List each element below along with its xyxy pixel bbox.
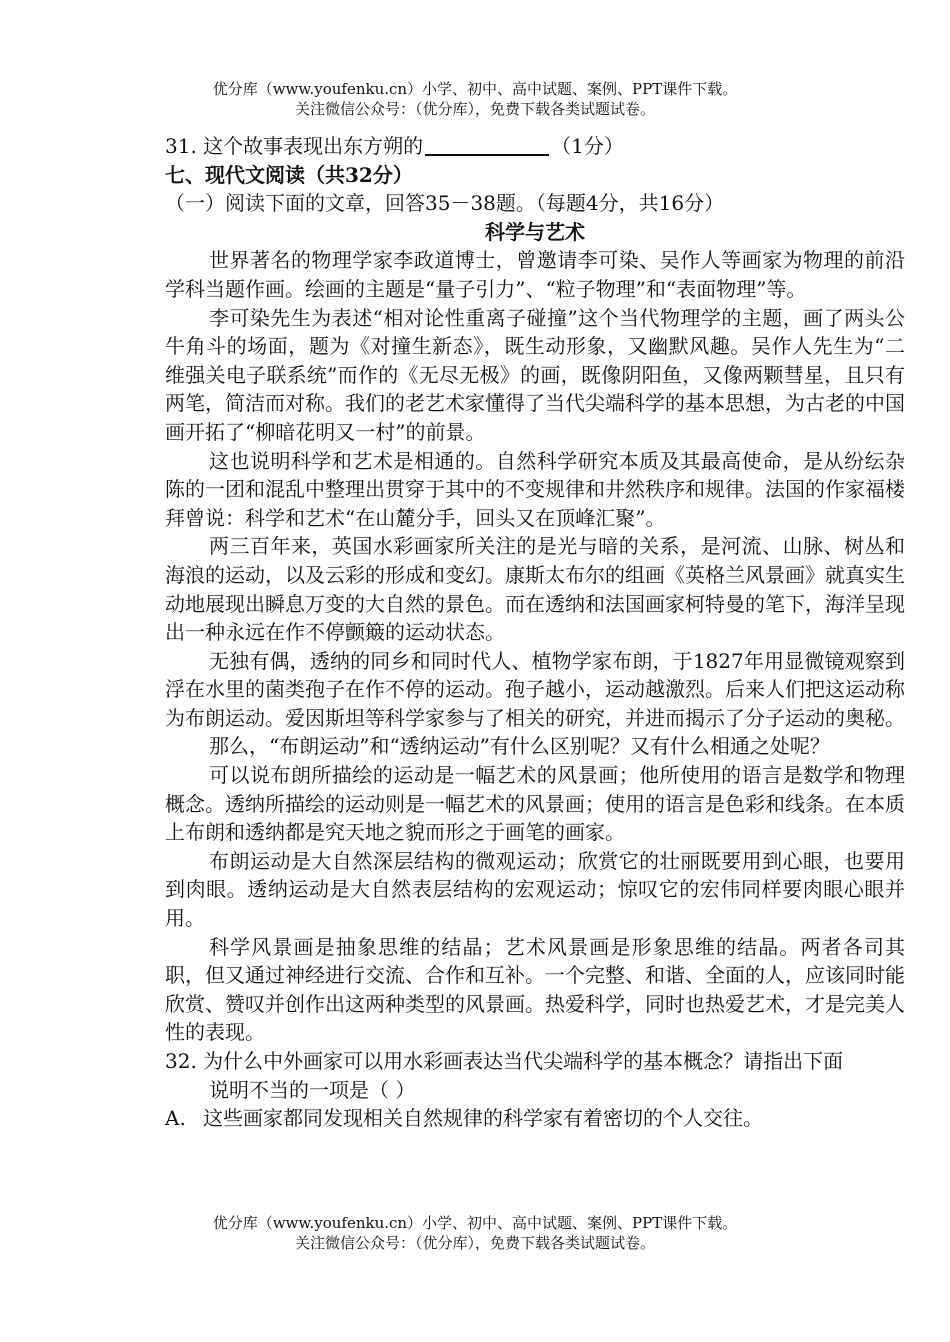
page-footer — [0, 1213, 950, 1253]
answer-blank — [425, 134, 549, 156]
question-32-line-2: 说明不当的一项是（ ） — [209, 1077, 416, 1102]
footer-line-2: 关注微信公众号：（优分库），免费下载各类试题试卷。 — [294, 1234, 655, 1252]
header-line-2: 关注微信公众号：（优分库），免费下载各类试题试卷。 — [294, 100, 655, 118]
header-line-1: 优分库（www.youfenku.cn）小学、初中、高中试题、案例、PPT课件下载。 — [212, 80, 738, 98]
article-paragraph-1: 世界著名的物理学家李政道博士，曾邀请李可染、吴作人等画家为物理的前沿学科当题作画。绘画的主题是“量子引力”、“粒子物理”和“表面物理”等。 — [165, 248, 905, 301]
article-paragraph-2: 李可染先生为表述“相对论性重离子碰撞”这个当代物理学的主题，画了两头公牛角斗的场面，题为《对撞生新态》，既生动形象，又幽默风趣。吴作人先生为“二维强关电子联系统”而作的《无尽无极》的画，既像阴阳鱼，又像两颗彗星，且只有两笔，简洁而对称。我们的老艺术家懂得了当代尖端科学的基本思想，为古老的中国画开拓了“柳暗花明又一村”的前景。 — [165, 305, 905, 444]
subsection-heading: （一）阅读下面的文章，回答35－38题。（每题4分，共16分） — [165, 191, 725, 216]
document-body — [165, 132, 905, 1133]
question-31-score: （1分） — [551, 134, 624, 158]
article-paragraph-9: 科学风景画是抽象思维的结晶；艺术风景画是形象思维的结晶。两者各司其职，但又通过神经进行交流、合作和互补。一个完整、和谐、全面的人，应该同时能欣赏、赞叹并创作出这两种类型的风景画。热爱科学，同时也热爱艺术，才是完美人性的表现。 — [165, 934, 905, 1045]
article-paragraph-5: 无独有偶，透纳的同乡和同时代人、植物学家布朗，于1827年用显微镜观察到浮在水里的菌类孢子在作不停的运动。孢子越小，运动越激烈。后来人们把这运动称为布朗运动。爱因斯坦等科学家参与了相关的研究，并进而揭示了分子运动的奥秘。 — [165, 648, 905, 730]
question-32-line-1: 32. 为什么中外画家可以用水彩画表达当代尖端科学的基本概念？请指出下面 — [165, 1049, 844, 1073]
question-31 — [165, 132, 905, 161]
article-paragraph-7: 可以说布朗所描绘的运动是一幅艺术的风景画；他所使用的语言是数学和物理概念。透纳所描绘的运动则是一幅艺术的风景画；使用的语言是色彩和线条。在本质上布朗和透纳都是究天地之貌而形之于画笔的画家。 — [165, 763, 905, 845]
option-a-text: 这些画家都同发现相关自然规律的科学家有着密切的个人交往。 — [203, 1106, 763, 1131]
article-paragraph-8: 布朗运动是大自然深层结构的微观运动；欣赏它的壮丽既要用到心眼，也要用到肉眼。透纳运动是大自然表层结构的宏观运动；惊叹它的宏伟同样要肉眼心眼并用。 — [165, 848, 905, 931]
article-paragraph-6: 那么，“布朗运动”和“透纳运动”有什么区别呢？又有什么相通之处呢？ — [209, 734, 830, 759]
question-32-option-a — [165, 1104, 905, 1133]
option-a-label: A. — [165, 1106, 186, 1131]
section-heading: 七、现代文阅读（共32分） — [165, 162, 413, 187]
article-title: 科学与艺术 — [485, 219, 585, 244]
article-paragraph-3: 这也说明科学和艺术是相通的。自然科学研究本质及其最高使命，是从纷纭杂陈的一团和混乱中整理出贯穿于其中的不变规律和井然秩序和规律。法国的作家福楼拜曾说：科学和艺术“在山麓分手，回头又在顶峰汇聚”。 — [165, 448, 905, 530]
page-header — [0, 79, 950, 119]
article-paragraph-4: 两三百年来，英国水彩画家所关注的是光与暗的关系，是河流、山脉、树丛和海浪的运动，以及云彩的形成和变幻。康斯太布尔的组画《英格兰风景画》就真实生动地展现出瞬息万变的大自然的景色。而在透纳和法国画家柯特曼的笔下，海洋呈现出一种永远在作不停颤簸的运动状态。 — [165, 534, 905, 645]
footer-line-1: 优分库（www.youfenku.cn）小学、初中、高中试题、案例、PPT课件下载。 — [212, 1214, 738, 1232]
question-31-text: 31. 这个故事表现出东方朔的 — [165, 134, 424, 158]
